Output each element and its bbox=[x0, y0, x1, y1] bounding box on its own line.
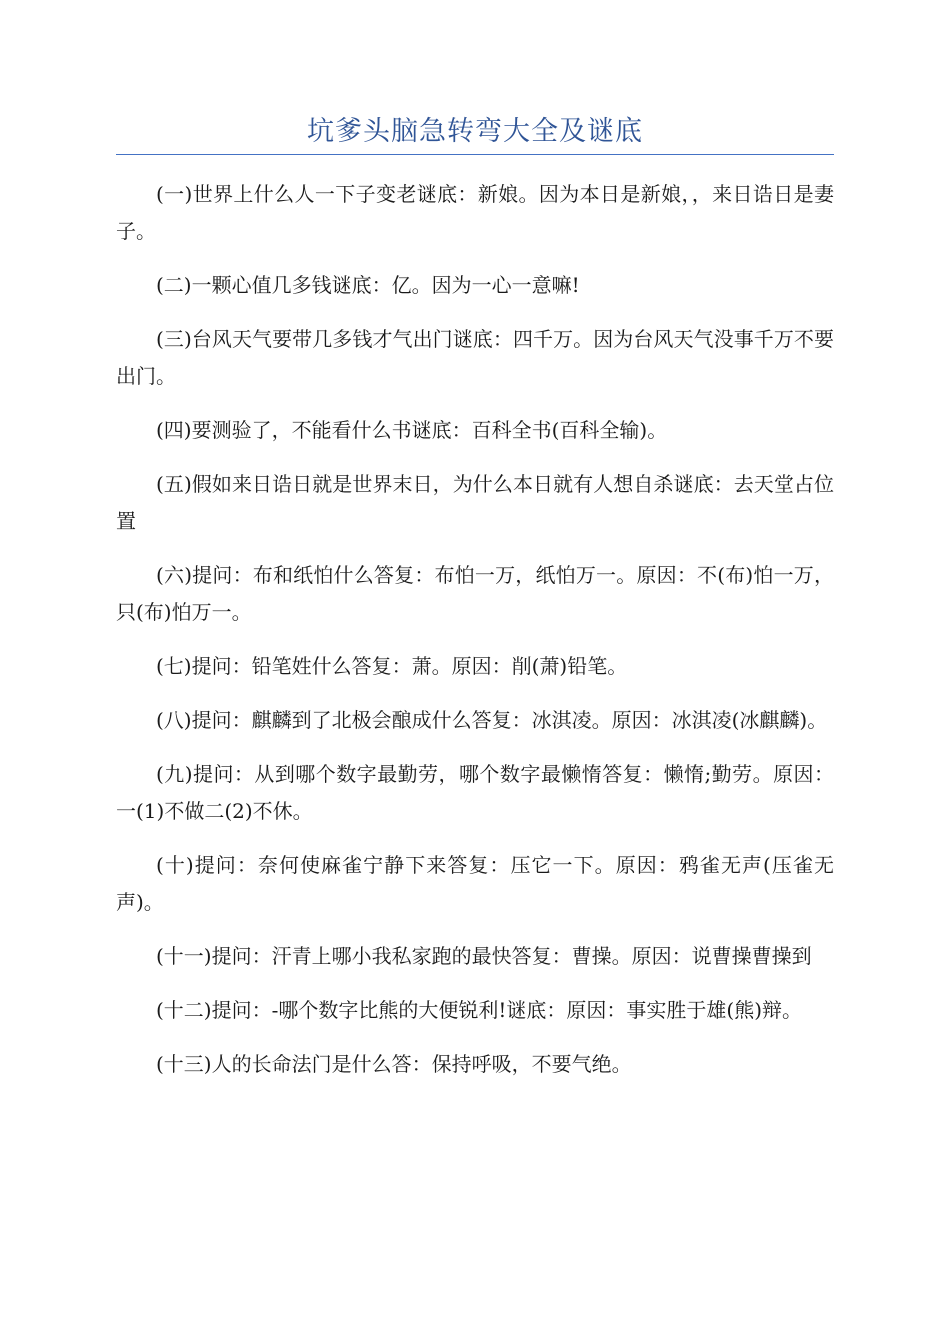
riddle-paragraph: (十一)提问：汗青上哪小我私家跑的最快答复：曹操。原因：说曹操曹操到 bbox=[156, 944, 812, 968]
document-title: 坑爹头脑急转弯大全及谜底 bbox=[307, 116, 643, 147]
riddle-paragraph: (十二)提问：-哪个数字比熊的大便锐利!谜底：原因：事实胜于雄(熊)辩。 bbox=[156, 998, 803, 1022]
riddle-paragraph: (三)台风天气要带几多钱才气出门谜底：四千万。因为台风天气没事千万不要出门。 bbox=[116, 327, 834, 388]
riddle-paragraph: (二)一颗心值几多钱谜底：亿。因为一心一意嘛! bbox=[156, 273, 580, 297]
riddle-paragraph: (八)提问：麒麟到了北极会酿成什么答复：冰淇凌。原因：冰淇凌(冰麒麟)。 bbox=[156, 708, 828, 732]
riddle-paragraph: (五)假如来日诰日就是世界末日，为什么本日就有人想自杀谜底：去天堂占位置 bbox=[116, 472, 834, 533]
riddle-paragraph: (十)提问：奈何使麻雀宁静下来答复：压它一下。原因：鸦雀无声(压雀无声)。 bbox=[116, 853, 834, 914]
riddle-paragraph: (六)提问：布和纸怕什么答复：布怕一万，纸怕万一。原因：不(布)怕一万，只(布)怕万一。 bbox=[116, 563, 834, 624]
riddle-paragraph: (七)提问：铅笔姓什么答复：萧。原因：削(萧)铅笔。 bbox=[156, 654, 628, 678]
riddle-paragraph: (四)要测验了，不能看什么书谜底：百科全书(百科全输)。 bbox=[156, 418, 668, 442]
riddle-paragraph: (一)世界上什么人一下子变老谜底：新娘。因为本日是新娘，，来日诰日是妻子。 bbox=[116, 182, 834, 243]
riddle-paragraph: (九)提问：从到哪个数字最勤劳，哪个数字最懒惰答复：懒惰;勤劳。原因：一(1)不做二(2)不休。 bbox=[116, 762, 834, 823]
title-underline bbox=[116, 154, 834, 155]
document-body bbox=[116, 176, 834, 1100]
riddle-paragraph: (十三)人的长命法门是什么答：保持呼吸，不要气绝。 bbox=[156, 1052, 632, 1076]
